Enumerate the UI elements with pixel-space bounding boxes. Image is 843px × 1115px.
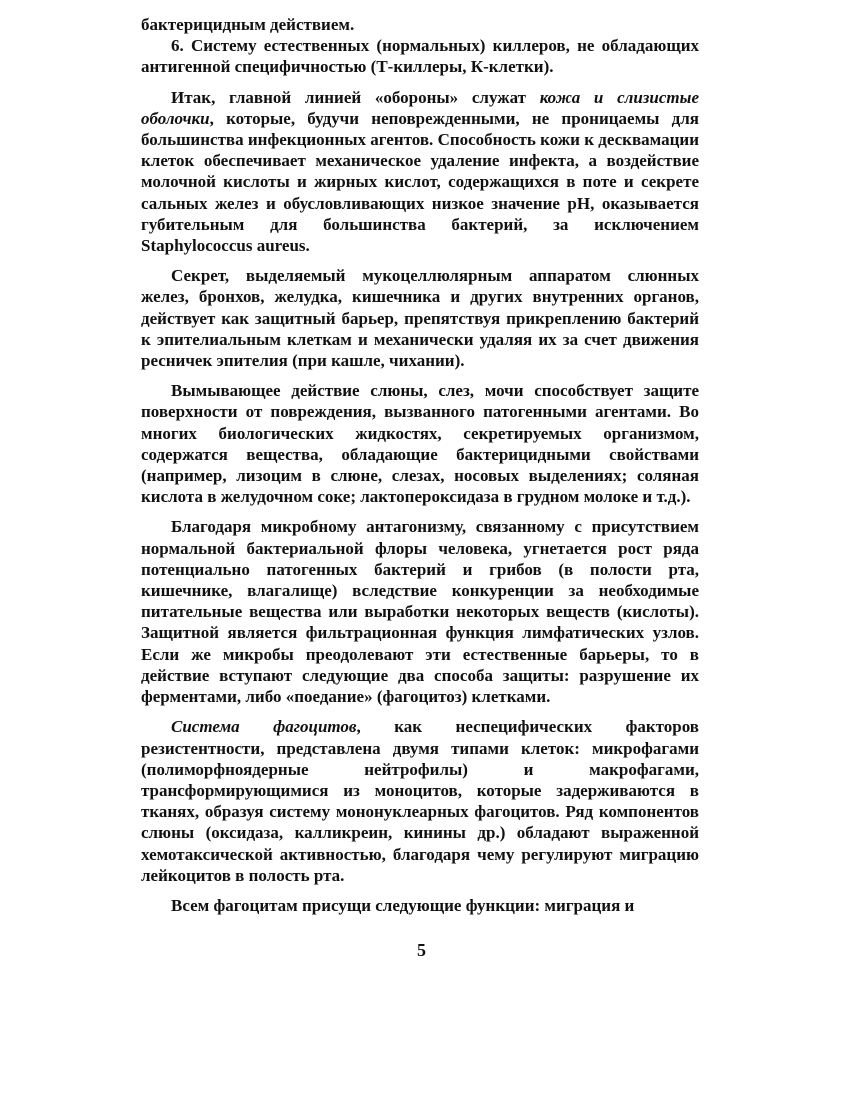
paragraph-main-defense (141, 87, 699, 257)
paragraph-secretion (141, 265, 699, 371)
paragraph-text: , как неспецифических факторов резистентности, представлена двумя типами клеток: микрофагами (полиморфноядерные нейтрофилы) и макрофагами, трансформирующимися из моноцитов, которые задерживаются в тканях, образуя систему мононуклеарных фагоцитов. Ряд компонентов слюны (оксидаза, калликреин, кинины др.) обладают выраженной хемотаксической активностью, благодаря чему регулируют миграцию лейкоцитов в полость рта. (141, 717, 699, 885)
paragraph-text: Вымывающее действие слюны, слез, мочи способствует защите поверхности от повреждения, вызванного патогенными агентами. Во многих биологических жидкостях, секретируемых организмом, содержатся вещества, обладающие бактерицидными свойствами (например, лизоцим в слюне, слезах, носовых выделениях; соляная кислота в желудочном соке; лактопероксидаза в грудном молоке и т.д.). (141, 381, 699, 507)
paragraph-text: Всем фагоцитам присущи следующие функции: миграция и (171, 895, 635, 915)
paragraph-text: , которые, будучи неповрежденными, не проницаемы для большинства инфекционных агентов. Способность кожи к десквамации клеток обеспечивает механическое удаление инфекта, а воздействие молочной кислоты и жирных кислот, содержащихся в поте и секрете сальных желез и обусловливающих низкое значение pH, оказывается губительным для большинства бактерий, за исключением Staphylococcus aureus. (141, 108, 699, 256)
emphasis-term: кожа и слизистые оболочки (141, 87, 699, 128)
body-text (141, 14, 699, 916)
paragraph-phagocyte-system (141, 716, 699, 886)
paragraph-washing-action (141, 380, 699, 507)
paragraph-microbial-antagonism (141, 516, 699, 707)
paragraph-continuation (141, 14, 699, 35)
paragraph-text: бактерицидным действием. (141, 15, 355, 34)
paragraph-text: Итак, главной линией «обороны» служат (171, 87, 540, 107)
paragraph-phagocyte-functions (141, 895, 699, 916)
emphasis-term: Система фагоцитов (171, 717, 357, 737)
paragraph-list-item-6 (141, 35, 699, 77)
paragraph-text: Секрет, выделяемый мукоцеллюлярным аппаратом слюнных желез, бронхов, желудка, кишечника и других внутренних органов, действует как защитный барьер, препятствуя прикреплению бактерий к эпителиальным клеткам и механически удаляя их за счет движения ресничек эпителия (при кашле, чихании). (141, 266, 699, 371)
page-number: 5 (417, 940, 426, 960)
paragraph-text: Благодаря микробному антагонизму, связанному с присутствием нормальной бактериальной флоры человека, угнетается рост ряда потенциально патогенных бактерий и грибов (в полости рта, кишечнике, влагалище) вследствие конкуренции за необходимые питательные вещества или выработки некоторых веществ (кислоты). Защитной является фильтрационная функция лимфатических узлов. Если же микробы преодолевают эти естественные барьеры, то в действие вступают следующие два способа защиты: разрушение их ферментами, либо «поедание» (фагоцитоз) клетками. (141, 517, 699, 707)
paragraph-text: 6. Систему естественных (нормальных) киллеров, не обладающих антигенной специфичностью (Т-киллеры, К-клетки). (141, 36, 699, 77)
